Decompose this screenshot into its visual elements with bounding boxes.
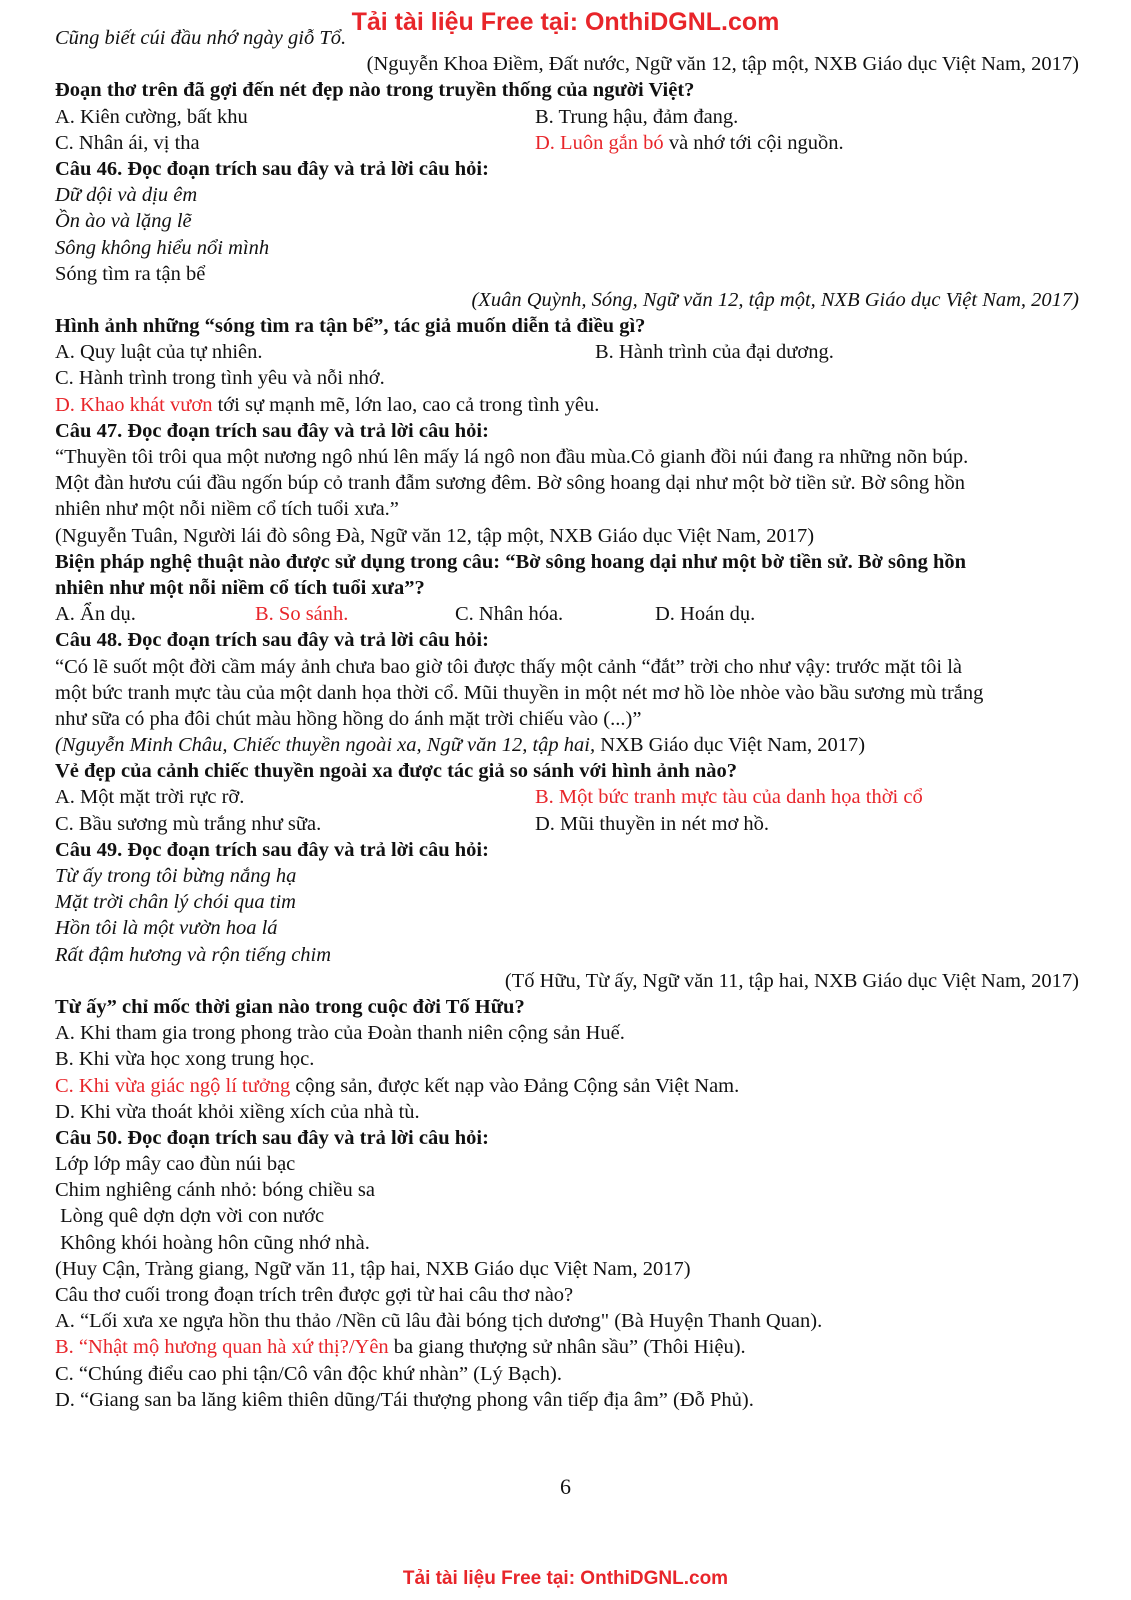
passage-line: Một đàn hươu cúi đầu ngốn búp cỏ tranh đẫm sương đêm. Bờ sông hoang dại như một bờ tiền sử. Bờ sông hồn [55,472,966,495]
poem-line: Rất đậm hương và rộn tiếng chim [55,943,332,966]
document-body [55,25,1079,1413]
question-text: Đoạn thơ trên đã gợi đến nét đẹp nào trong truyền thống của người Việt? [55,79,695,102]
option-d-rest: tới sự mạnh mẽ, lớn lao, cao cả trong tình yêu. [212,393,600,416]
answer-highlight: D. Luôn gắn bó [535,131,664,154]
poem-line: Chim nghiêng cánh nhỏ: bóng chiều sa [55,1179,375,1202]
answer-highlight: B. “Nhật mộ hương quan hà xứ thị?/Yên [55,1336,389,1359]
passage-line: “Có lẽ suốt một đời cầm máy ảnh chưa bao giờ tôi được thấy một cảnh “đắt” trời cho như vậy: trước mặt tôi là [55,655,963,678]
option-d: D. Khi vừa thoát khỏi xiềng xích của nhà tù. [55,1100,420,1123]
option-c [55,1073,1079,1099]
option-d: D. Mũi thuyền in nét mơ hồ. [535,812,770,835]
option-d: D. Hoán dụ. [655,603,756,626]
poem-line: Sông không hiểu nổi mình [55,236,270,259]
poem-line: Sóng tìm ra tận bể [55,262,206,285]
poem-line: Cũng biết cúi đầu nhớ ngày giỗ Tổ. [55,27,347,49]
option-a: A. Ẩn dụ. [55,603,136,626]
poem-line: Ồn ào và lặng lẽ [55,210,192,233]
question-text: Vẻ đẹp của cảnh chiếc thuyền ngoài xa được tác giả so sánh với hình ảnh nào? [55,760,738,783]
option-a: A. Một mặt trời rực rỡ. [55,786,245,809]
options-row [55,601,1079,627]
question-text: Từ ấy” chỉ mốc thời gian nào trong cuộc đời Tố Hữu? [55,995,525,1018]
option-b: B. Hành trình của đại dương. [595,341,834,364]
source-citation: (Nguyễn Khoa Điềm, Đất nước, Ngữ văn 12, tập một, NXB Giáo dục Việt Nam, 2017) [366,53,1079,76]
question-text: Hình ảnh những “sóng tìm ra tận bể”, tác giả muốn diễn tả điều gì? [55,315,646,338]
question-text: Biện pháp nghệ thuật nào được sử dụng trong câu: “Bờ sông hoang dại như một bờ tiền sử. Bờ sông hồn [55,550,967,573]
option-c: C. Nhân hóa. [455,603,564,626]
option-a: A. Khi tham gia trong phong trào của Đoàn thanh niên cộng sản Huế. [55,1022,625,1045]
question-header: Câu 50. Đọc đoạn trích sau đây và trả lời câu hỏi: [55,1126,489,1149]
question-text: nhiên như một nỗi niềm cổ tích tuổi xưa”? [55,576,425,599]
passage-line: như sữa có pha đôi chút màu hồng hồng do ánh mặt trời chiếu vào (...)” [55,707,642,730]
option-c: C. Hành trình trong tình yêu và nỗi nhớ. [55,367,385,390]
option-b: B. Trung hậu, đảm đang. [535,105,739,128]
option-c: C. Nhân ái, vị tha [55,131,200,154]
source-rest: NXB Giáo dục Việt Nam, 2017) [595,734,866,757]
options-row [55,811,1079,837]
watermark-bottom: Tải tài liệu Free tại: OnthiDGNL.com [402,1568,729,1589]
option-d-rest: và nhớ tới cội nguồn. [663,131,844,154]
passage-line: một bức tranh mực tàu của một danh họa thời cổ. Mũi thuyền in một nét mơ hồ lòe nhòe vào bầu sương mù trắng [55,681,984,704]
question-text: Câu thơ cuối trong đoạn trích trên được gợi từ hai câu thơ nào? [55,1284,574,1306]
source-citation: (Tố Hữu, Từ ấy, Ngữ văn 11, tập hai, NXB Giáo dục Việt Nam, 2017) [504,969,1079,992]
option-b: B. Một bức tranh mực tàu của danh họa thời cổ [535,786,923,809]
poem-line: Hồn tôi là một vườn hoa lá [55,917,278,940]
option-b-rest: ba giang thượng sử nhân sầu” (Thôi Hiệu). [388,1336,746,1359]
option-a: A. Quy luật của tự nhiên. [55,341,263,364]
option-d [535,130,844,156]
source-citation: (Xuân Quỳnh, Sóng, Ngữ văn 12, tập một, NXB Giáo dục Việt Nam, 2017) [471,288,1079,311]
answer-highlight: C. Khi vừa giác ngộ lí tưởng [55,1074,291,1097]
poem-line: Dữ dội và dịu êm [55,184,198,207]
source-citation: (Nguyễn Tuân, Người lái đò sông Đà, Ngữ văn 12, tập một, NXB Giáo dục Việt Nam, 2017) [55,524,815,547]
options-row [55,339,1079,365]
question-header: Câu 48. Đọc đoạn trích sau đây và trả lời câu hỏi: [55,629,489,652]
option-c: C. Bầu sương mù trắng như sữa. [55,812,322,835]
poem-line: Lớp lớp mây cao đùn núi bạc [55,1153,296,1176]
option-b: B. So sánh. [255,603,349,626]
question-header: Câu 46. Đọc đoạn trích sau đây và trả lời câu hỏi: [55,157,489,180]
options-row [55,104,1079,130]
poem-line: Không khói hoàng hôn cũng nhớ nhà. [55,1231,370,1254]
option-d: D. “Giang san ba lăng kiêm thiên dũng/Tái thượng phong vân tiếp địa âm” (Đỗ Phủ). [55,1388,754,1411]
options-row [55,784,1079,810]
option-c-rest: cộng sản, được kết nạp vào Đảng Cộng sản Việt Nam. [290,1074,740,1097]
source-citation [55,732,1079,758]
poem-line: Từ ấy trong tôi bừng nắng hạ [55,865,297,887]
option-d [55,392,1079,418]
option-a: A. “Lối xưa xe ngựa hồn thu thảo /Nền cũ lâu đài bóng tịch dương" (Bà Huyện Thanh Quan). [55,1310,823,1333]
question-header: Câu 47. Đọc đoạn trích sau đây và trả lời câu hỏi: [55,419,489,442]
option-b: B. Khi vừa học xong trung học. [55,1048,315,1071]
option-b [55,1334,1079,1360]
poem-line: Mặt trời chân lý chói qua tim [55,891,296,914]
source-italic: (Nguyễn Minh Châu, Chiếc thuyền ngoài xa, Ngữ văn 12, tập hai, [55,734,596,757]
passage-line: “Thuyền tôi trôi qua một nương ngô nhú lên mấy lá ngô non đầu mùa.Cỏ gianh đồi núi đang ra những nõn búp. [55,446,969,468]
page-number: 6 [560,1474,571,1499]
question-header: Câu 49. Đọc đoạn trích sau đây và trả lời câu hỏi: [55,838,489,861]
answer-highlight: D. Khao khát vươn [55,393,213,416]
watermark-top: Tải tài liệu Free tại: OnthiDGNL.com [351,8,780,36]
option-c: C. “Chúng điểu cao phi tận/Cô vân độc khứ nhàn” (Lý Bạch). [55,1362,562,1385]
options-row [55,130,1079,156]
passage-line: nhiên như một nỗi niềm cổ tích tuổi xưa.” [55,498,399,521]
option-a: A. Kiên cường, bất khu [55,105,248,128]
source-citation: (Huy Cận, Tràng giang, Ngữ văn 11, tập hai, NXB Giáo dục Việt Nam, 2017) [55,1257,691,1280]
poem-line: Lòng quê dợn dợn vời con nước [55,1205,325,1228]
